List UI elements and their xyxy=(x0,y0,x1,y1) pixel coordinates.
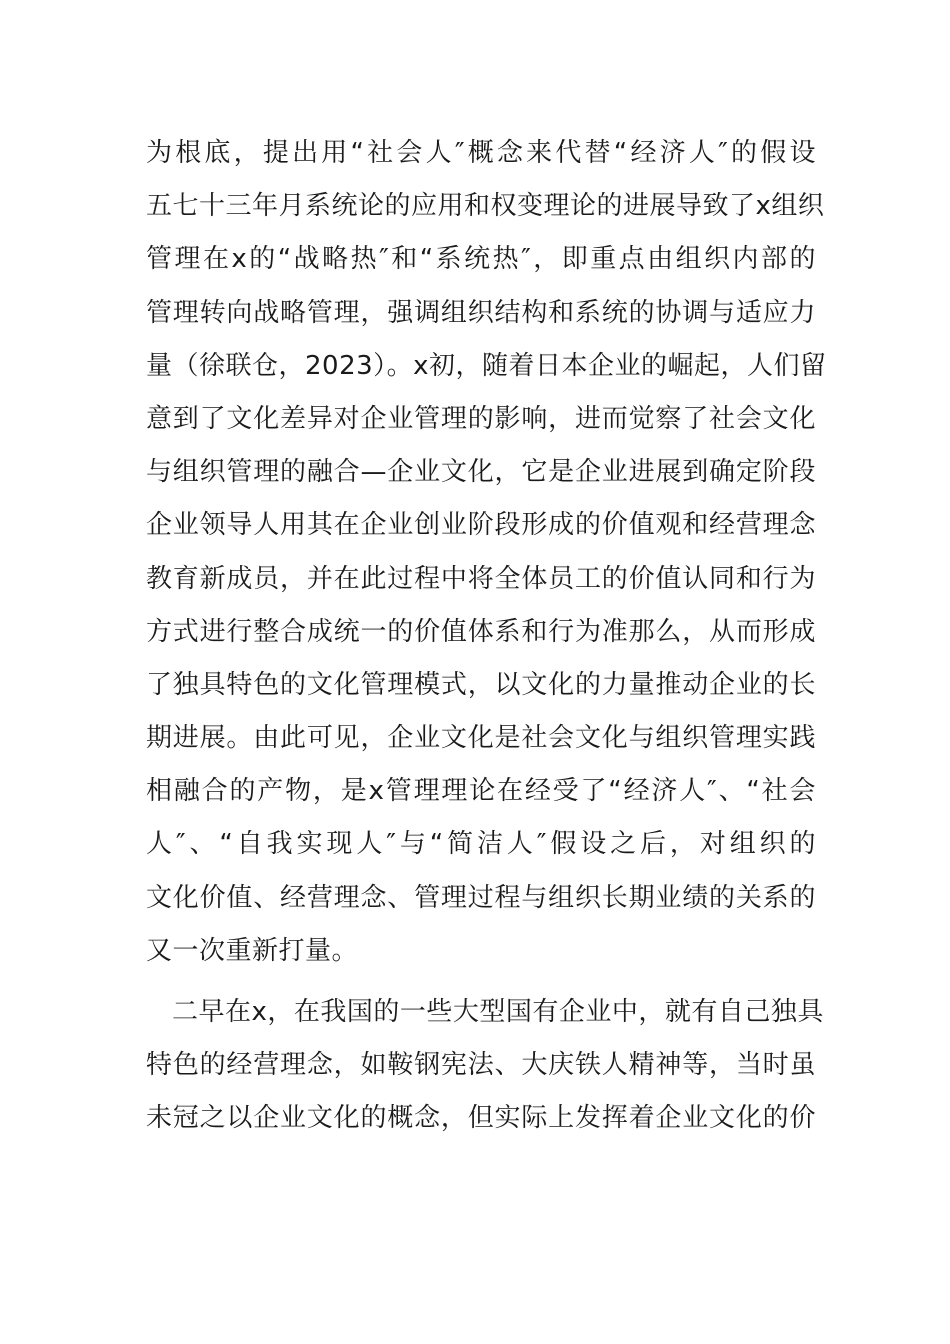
paragraph-1 xyxy=(146,133,827,984)
text-line: 期进展。由此可见，企业文化是社会文化与组织管理实践 xyxy=(146,723,816,754)
text-line: 了独具特色的文化管理模式，以文化的力量推动企业的长 xyxy=(146,669,816,700)
text-line: 管理在x的“战略热″和“系统热″，即重点由组织内部的 xyxy=(146,244,816,275)
text-line: 又一次重新打量。 xyxy=(146,935,359,966)
text-line: 文化价值、经营理念、管理过程与组织长期业绩的关系的 xyxy=(146,882,816,913)
text-line: 企业领导人用其在企业创业阶段形成的价值观和经营理念 xyxy=(146,510,816,541)
text-line: 意到了文化差异对企业管理的影响，进而觉察了社会文化 xyxy=(146,403,816,434)
text-line: 人″、“自我实现人″与“简洁人″假设之后，对组织的 xyxy=(146,829,816,860)
text-line: 与组织管理的融合—企业文化，它是企业进展到确定阶段 xyxy=(146,457,816,488)
text-line: 管理转向战略管理，强调组织结构和系统的协调与适应力 xyxy=(146,297,816,328)
document-body xyxy=(146,133,827,1152)
text-line: 二早在x，在我国的一些大型国有企业中，就有自己独具 xyxy=(172,997,824,1027)
text-line: 量（徐联仓，2023）。x初，随着日本企业的崛起，人们留 xyxy=(146,350,827,381)
text-line: 特色的经营理念，如鞍钢宪法、大庆铁人精神等，当时虽 xyxy=(146,1050,816,1081)
text-line: 未冠之以企业文化的概念，但实际上发挥着企业文化的价 xyxy=(146,1103,816,1134)
text-line: 五七十三年月系统论的应用和权变理论的进展导致了x组织 xyxy=(146,191,825,222)
text-line: 教育新成员，并在此过程中将全体员工的价值认同和行为 xyxy=(146,563,816,594)
paragraph-2 xyxy=(146,992,824,1152)
text-line: 方式进行整合成统一的价值体系和行为准那么，从而形成 xyxy=(146,616,816,647)
text-line: 相融合的产物，是x管理理论在经受了“经济人″、“社会 xyxy=(146,776,816,807)
text-line: 为根底，提出用“社会人″概念来代替“经济人″的假设 xyxy=(146,138,816,168)
